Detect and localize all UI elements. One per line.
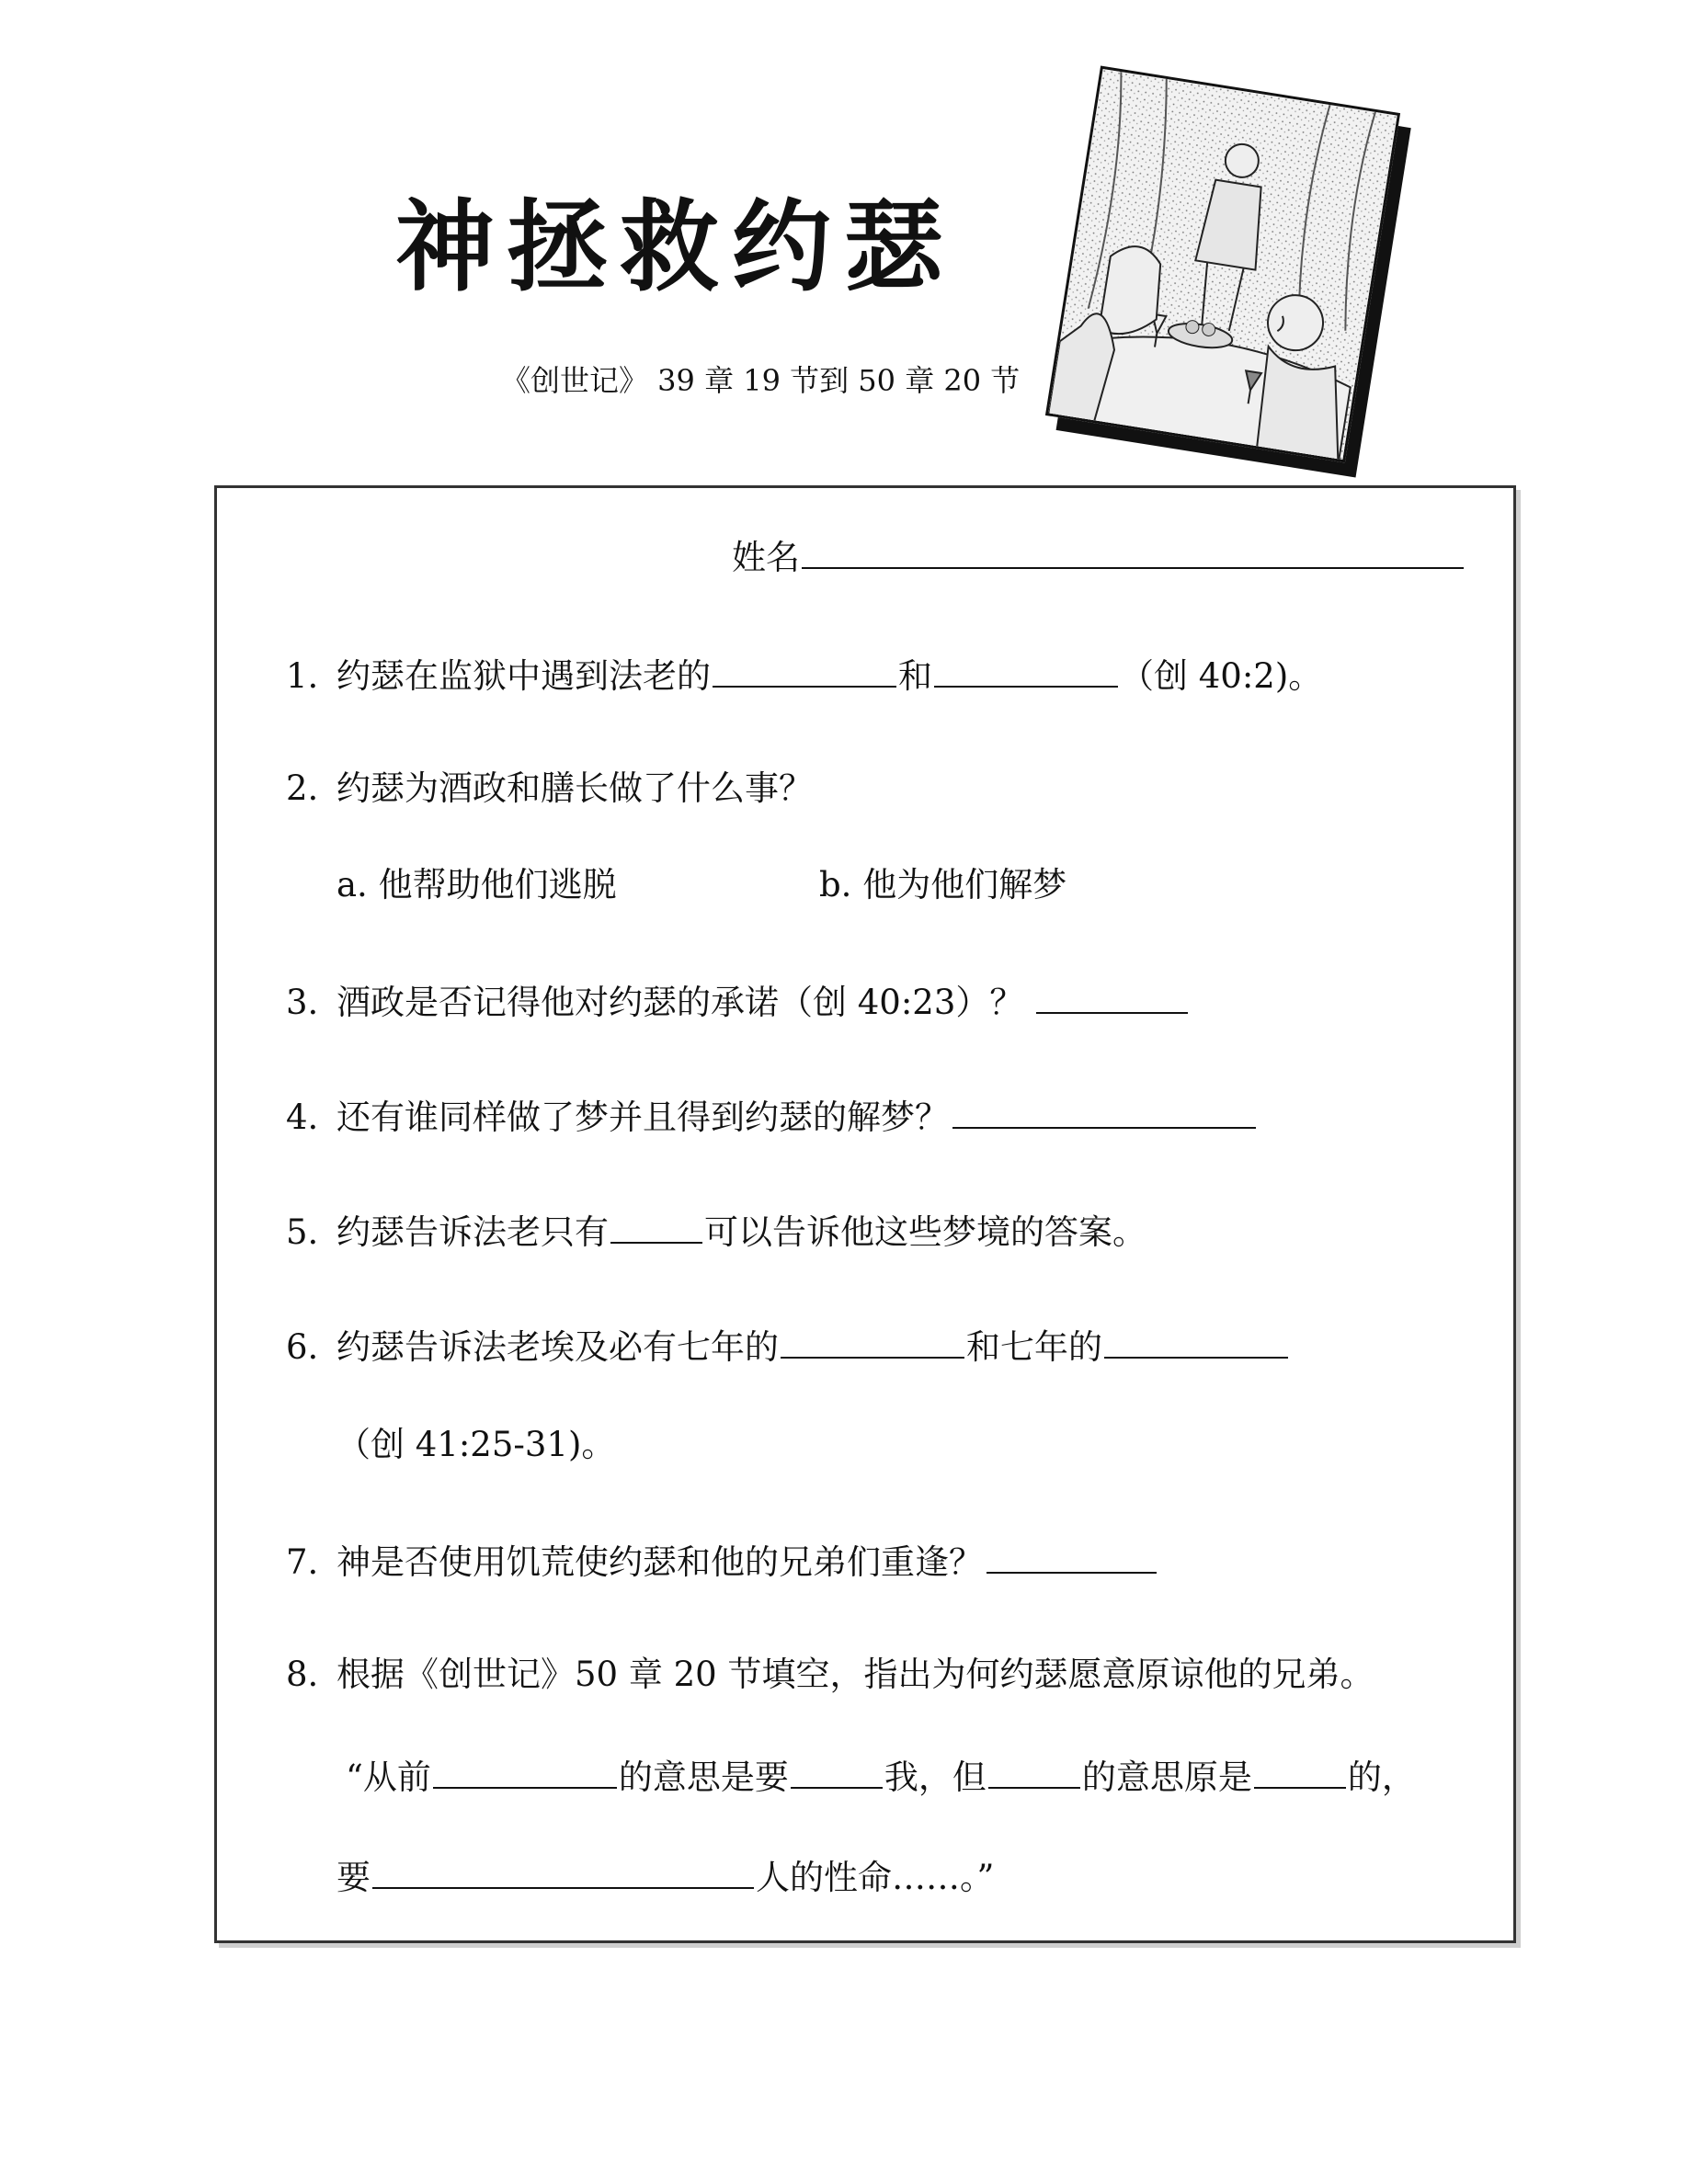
answer-blank[interactable] [781, 1327, 964, 1359]
answer-blank[interactable] [713, 656, 896, 688]
question-text: 约瑟告诉法老只有 [336, 1212, 609, 1252]
answer-option-a[interactable]: a. 他帮助他们逃脱 [336, 865, 617, 904]
question-text: 和 [898, 656, 932, 696]
question-4 [286, 1098, 1258, 1137]
quote-line-1 [346, 1757, 1416, 1797]
answer-blank[interactable] [1254, 1757, 1346, 1789]
answer-blank[interactable] [610, 1212, 702, 1244]
quote-line-2 [336, 1858, 995, 1897]
quote-text: 我，但 [884, 1757, 987, 1797]
question-number: 8. [286, 1655, 319, 1694]
answer-blank[interactable] [934, 656, 1118, 688]
quote-text: 人的性命……。” [756, 1858, 995, 1897]
question-7 [286, 1542, 1158, 1582]
worksheet-title: 神拯救约瑟 [395, 189, 957, 305]
question-text: 神是否使用饥荒使约瑟和他的兄弟们重逢？ [336, 1542, 983, 1582]
answer-blank[interactable] [988, 1757, 1080, 1789]
quote-text: “从前 [346, 1757, 431, 1797]
question-6 [286, 1327, 1290, 1367]
question-text: （创 40:2)。 [1120, 656, 1323, 696]
question-2 [286, 768, 813, 808]
question-text: 约瑟为酒政和膳长做了什么事？ [336, 768, 813, 808]
question-number: 3. [286, 983, 319, 1022]
answer-blank[interactable] [1036, 983, 1188, 1014]
name-label: 姓名 [732, 538, 800, 577]
question-5 [286, 1212, 1146, 1252]
quote-text: 的意思是要 [618, 1757, 789, 1797]
answer-blank[interactable] [987, 1542, 1157, 1574]
answer-blank[interactable] [433, 1757, 617, 1789]
question-number: 5. [286, 1212, 319, 1252]
answer-blank[interactable] [791, 1757, 883, 1789]
question-6-continuation: （创 41:25-31)。 [336, 1425, 616, 1464]
question-3 [286, 983, 1190, 1022]
question-number: 4. [286, 1098, 319, 1137]
worksheet-box [214, 485, 1516, 1943]
question-text: 约瑟在监狱中遇到法老的 [336, 656, 711, 696]
question-text: 和七年的 [966, 1327, 1102, 1367]
question-text: 根据《创世记》50 章 20 节填空，指出为何约瑟愿意原谅他的兄弟。 [336, 1655, 1374, 1694]
question-1 [286, 656, 1323, 696]
question-text: 约瑟告诉法老埃及必有七年的 [336, 1327, 779, 1367]
quote-text: 的， [1347, 1757, 1416, 1797]
answer-blank[interactable] [372, 1858, 754, 1889]
question-number: 1. [286, 656, 319, 696]
question-number: 2. [286, 768, 319, 808]
answer-blank[interactable] [952, 1098, 1256, 1129]
question-text: 酒政是否记得他对约瑟的承诺（创 40:23）？ [336, 983, 1024, 1022]
question-number: 7. [286, 1542, 319, 1582]
question-8 [286, 1655, 1374, 1694]
question-text: 可以告诉他这些梦境的答案。 [704, 1212, 1146, 1252]
quote-text: 要 [336, 1858, 371, 1897]
question-number: 6. [286, 1327, 319, 1367]
quote-text: 的意思原是 [1081, 1757, 1252, 1797]
name-field[interactable] [732, 538, 1466, 577]
answer-option-b[interactable]: b. 他为他们解梦 [819, 865, 1067, 904]
joseph-feast-illustration-icon [1045, 66, 1400, 463]
name-blank[interactable] [802, 538, 1464, 569]
question-text: 还有谁同样做了梦并且得到约瑟的解梦？ [336, 1098, 949, 1137]
scripture-reference: 《创世记》 39 章 19 节到 50 章 20 节 [501, 363, 1021, 398]
answer-blank[interactable] [1104, 1327, 1288, 1359]
